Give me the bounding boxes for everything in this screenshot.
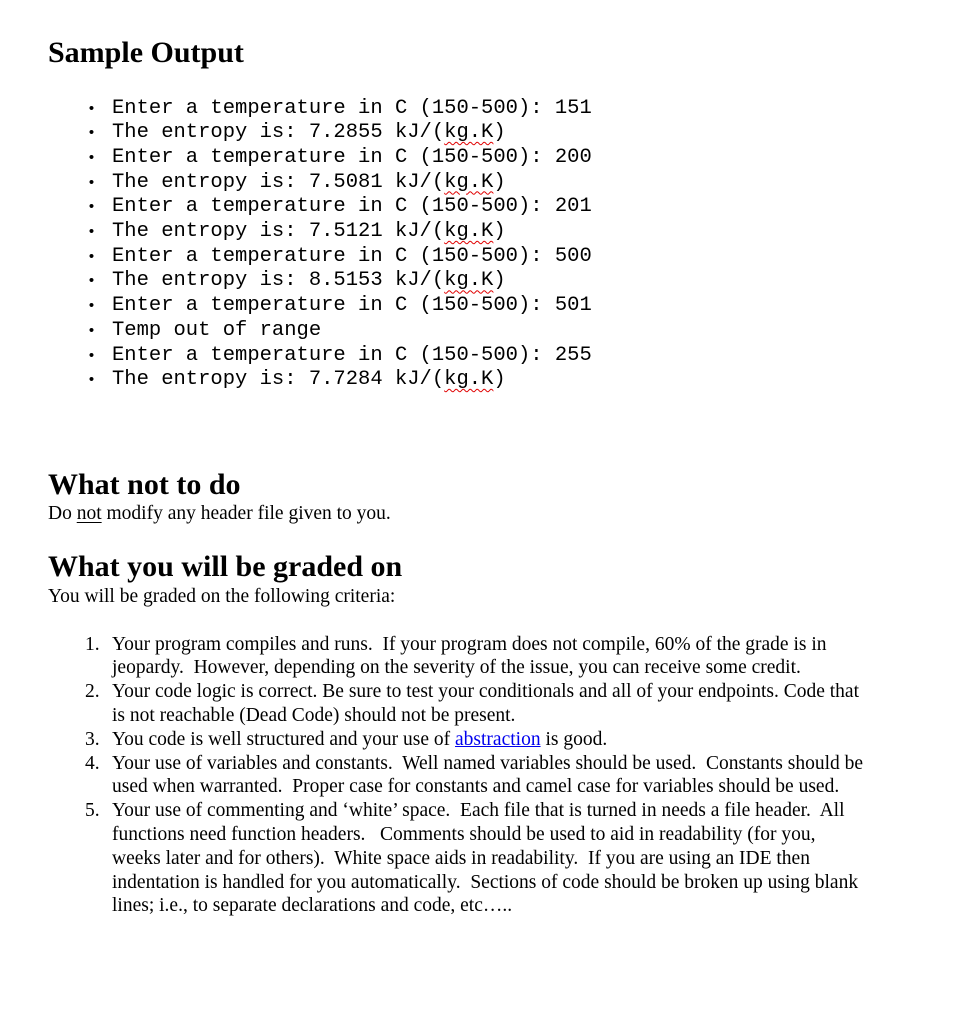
text-segment: Enter a temperature in C (150-500): 501 bbox=[112, 294, 592, 318]
console-line-text bbox=[112, 220, 506, 244]
bullet-marker: • bbox=[87, 224, 97, 242]
text-segment: Enter a temperature in C (150-500): 500 bbox=[112, 244, 592, 268]
console-line bbox=[87, 195, 923, 220]
console-line bbox=[87, 294, 923, 319]
spellcheck-flagged-text: kg.K bbox=[444, 220, 494, 244]
text-segment: The entropy is: 7.7284 kJ/( bbox=[112, 368, 445, 392]
graded-criteria-list bbox=[85, 633, 923, 919]
item-number: 5. bbox=[85, 800, 100, 822]
text-segment: ) bbox=[493, 269, 506, 293]
text-segment: Your program compiles and runs. If your program does not compile, 60% of the grade is in jeopardy. However, depending on the severity of the issue, you can receive some credit. bbox=[112, 633, 832, 679]
graded-item-text bbox=[112, 680, 867, 728]
console-line bbox=[87, 171, 923, 196]
bullet-marker: • bbox=[87, 125, 97, 143]
console-line bbox=[87, 368, 923, 393]
console-line bbox=[87, 146, 923, 171]
section-heading-graded-on: What you will be graded on bbox=[48, 550, 403, 584]
abstraction-link[interactable]: abstraction bbox=[455, 728, 541, 750]
text-segment: Enter a temperature in C (150-500): 255 bbox=[112, 343, 592, 367]
spellcheck-flagged-text: kg.K bbox=[444, 368, 494, 392]
item-number: 2. bbox=[85, 681, 100, 703]
graded-item-5 bbox=[85, 799, 923, 918]
console-line bbox=[87, 245, 923, 270]
bullet-marker: • bbox=[87, 372, 97, 390]
console-line-text bbox=[112, 146, 592, 170]
graded-item-text bbox=[112, 633, 867, 681]
text-segment: Your code logic is correct. Be sure to test your conditionals and all of your endpoints. Code that is not reachable (Dead Code) should not be present. bbox=[112, 681, 864, 726]
do-not-modify-paragraph bbox=[48, 502, 923, 526]
text-segment: ) bbox=[493, 121, 506, 145]
graded-item-3 bbox=[85, 728, 923, 752]
bullet-marker: • bbox=[87, 298, 97, 316]
graded-item-text bbox=[112, 728, 867, 752]
bullet-marker: • bbox=[87, 248, 97, 266]
console-line-text bbox=[112, 368, 506, 392]
text-segment: ) bbox=[493, 368, 506, 392]
graded-item-text bbox=[112, 799, 867, 918]
console-line bbox=[87, 269, 923, 294]
bullet-marker: • bbox=[87, 149, 97, 167]
bullet-marker: • bbox=[87, 273, 97, 291]
console-line-text bbox=[112, 97, 592, 121]
graded-item-4 bbox=[85, 752, 923, 800]
bullet-marker: • bbox=[87, 174, 97, 192]
console-output-list bbox=[87, 97, 923, 393]
console-line bbox=[87, 220, 923, 245]
text-segment: Your use of variables and constants. Well named variables should be used. Constants should be used when warranted. Proper case for constants and camel case for variables should be used. bbox=[112, 752, 868, 798]
text-segment: You code is well structured and your use of bbox=[112, 728, 456, 750]
text-segment: The entropy is: 8.5153 kJ/( bbox=[112, 269, 445, 293]
text-segment: The entropy is: 7.2855 kJ/( bbox=[112, 121, 445, 145]
item-number: 4. bbox=[85, 752, 100, 774]
text-segment: Your use of commenting and ‘white’ space. Each file that is turned in needs a file header. All functions need function headers. Comments should be used to aid in readability (for you, weeks later and for others). White space aids in readability. If you are using an IDE then indentation is handled for you automatically. Sections of code should be broken up using blank lines; i.e., to separate declarations and code, etc….. bbox=[112, 800, 863, 917]
console-line-text bbox=[112, 294, 592, 318]
section-heading-what-not-to-do: What not to do bbox=[48, 467, 241, 501]
text-segment: Do bbox=[48, 503, 77, 525]
console-line-text bbox=[112, 319, 321, 343]
bullet-marker: • bbox=[87, 199, 97, 217]
spellcheck-flagged-text: kg.K bbox=[444, 170, 494, 194]
text-segment: Temp out of range bbox=[112, 318, 322, 342]
console-line-text bbox=[112, 195, 592, 219]
console-line-text bbox=[112, 121, 506, 145]
bullet-marker: • bbox=[87, 347, 97, 365]
spellcheck-flagged-text: kg.K bbox=[444, 121, 494, 145]
console-line bbox=[87, 97, 923, 122]
underlined-text: not bbox=[76, 503, 102, 525]
text-segment: ) bbox=[493, 170, 506, 194]
bullet-marker: • bbox=[87, 100, 97, 118]
graded-item-1 bbox=[85, 633, 923, 681]
item-number: 3. bbox=[85, 728, 100, 750]
console-line-text bbox=[112, 344, 592, 368]
text-segment: The entropy is: 7.5121 kJ/( bbox=[112, 220, 445, 244]
graded-item-text bbox=[112, 752, 867, 800]
console-line-text bbox=[112, 245, 592, 269]
text-segment: modify any header file given to you. bbox=[101, 503, 391, 525]
section-heading-sample-output: Sample Output bbox=[48, 36, 244, 69]
spellcheck-flagged-text: kg.K bbox=[444, 269, 494, 293]
console-line-text bbox=[112, 269, 506, 293]
text-segment: The entropy is: 7.5081 kJ/( bbox=[112, 170, 445, 194]
graded-item-2 bbox=[85, 680, 923, 728]
text-segment: Enter a temperature in C (150-500): 200 bbox=[112, 145, 592, 169]
text-segment: Enter a temperature in C (150-500): 151 bbox=[112, 96, 592, 120]
console-line-text bbox=[112, 171, 506, 195]
text-segment: ) bbox=[493, 220, 506, 244]
console-line bbox=[87, 121, 923, 146]
text-segment: Enter a temperature in C (150-500): 201 bbox=[112, 195, 592, 219]
console-line bbox=[87, 344, 923, 369]
graded-intro-text: You will be graded on the following criteria: bbox=[48, 585, 396, 607]
bullet-marker: • bbox=[87, 322, 97, 340]
text-segment: is good. bbox=[540, 728, 608, 750]
item-number: 1. bbox=[85, 633, 100, 655]
console-line bbox=[87, 319, 923, 344]
